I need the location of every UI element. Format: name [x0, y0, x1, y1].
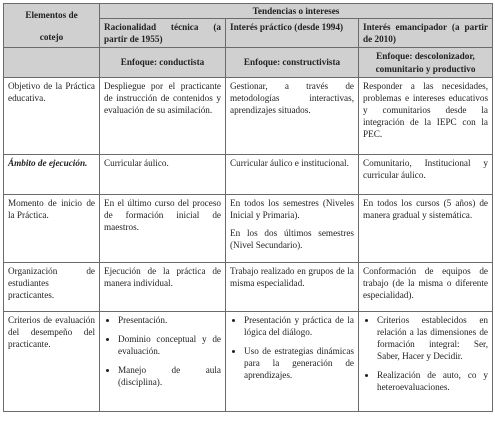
criteria-list	[104, 314, 221, 389]
table-row	[4, 262, 493, 311]
table-cell: Trabajo realizado en grupos de la misma especialidad.	[226, 262, 359, 311]
col3-enfoque: Enfoque: descolonizador, comunitario y productivo	[359, 48, 493, 77]
table-cell	[100, 311, 226, 411]
comparison-table	[3, 3, 493, 412]
criteria-list	[363, 314, 488, 394]
comparison-table-container	[0, 3, 495, 433]
group-title: Tendencias o intereses	[100, 4, 493, 19]
table-cell	[226, 194, 359, 262]
cell-paragraph: En los dos últimos semestres (Nivel Secundario).	[230, 227, 354, 251]
table-cell: Ejecución de la práctica de manera individual.	[100, 262, 226, 311]
table-cell: Despliegue por el practicante de instrucción de contenidos y evaluación de su asimilación.	[100, 77, 226, 154]
table-cell: En todos los cursos (5 años) de manera gradual y sistemática.	[359, 194, 493, 262]
list-item: • Dominio conceptual y de evaluación.	[118, 333, 221, 357]
col3-title: Interés emancipador (a partir de 2010)	[359, 19, 493, 48]
col1-enfoque: Enfoque: conductista	[100, 48, 226, 77]
table-cell: Curricular áulico e institucional.	[226, 154, 359, 194]
table-cell: En el último curso del proceso de formación inicial de maestros.	[100, 194, 226, 262]
table-cell: Conformación de equipos de trabajo (de la misma o diferente especialidad).	[359, 262, 493, 311]
row-label: Objetivo de la Práctica educativa.	[4, 77, 100, 154]
row-label: Ámbito de ejecución.	[4, 154, 100, 194]
row-label: Organización de estudiantes practicantes.	[4, 262, 100, 311]
enfoque-empty-cell	[4, 48, 100, 77]
list-item: • Uso de estrategias dinámicas para la generación de aprendizajes.	[244, 345, 354, 381]
list-item: • Manejo de aula (disciplina).	[118, 364, 221, 388]
list-item: • Presentación y práctica de la lógica del diálogo.	[244, 314, 354, 338]
col1-title: Racionalidad técnica (a partir de 1955)	[100, 19, 226, 48]
table-cell	[226, 311, 359, 411]
elements-label-line1: Elementos de	[25, 9, 78, 20]
list-item: • Realización de auto, co y heteroevaluaciones.	[377, 369, 488, 393]
table-row	[4, 311, 493, 411]
table-cell: Responder a las necesidades, problemas e intereses educativos y comunitarios desde la integración de la IEPC con la PEC.	[359, 77, 493, 154]
table-cell: Gestionar, a través de metodologías interactivas, aprendizajes situados.	[226, 77, 359, 154]
table-cell: Comunitario, Institucional y curricular áulico.	[359, 154, 493, 194]
list-item: • Criterios establecidos en relación a las dimensiones de formación integral: Ser, Saber, Hacer y Decidir.	[377, 314, 488, 363]
row-label: Momento de inicio de la Práctica.	[4, 194, 100, 262]
elements-label-line2: cotejo	[39, 31, 64, 42]
enfoque-row	[4, 48, 493, 77]
cell-paragraph: En todos los semestres (Niveles Inicial y Primaria).	[230, 197, 354, 220]
row-label: Criterios de evaluación del desempeño del practicante.	[4, 311, 100, 411]
table-cell: Curricular áulico.	[100, 154, 226, 194]
table-row	[4, 77, 493, 154]
list-item: • Presentación.	[118, 314, 221, 326]
col2-enfoque: Enfoque: constructivista	[226, 48, 359, 77]
header-row-1	[4, 4, 493, 19]
table-cell	[359, 311, 493, 411]
elements-header-cell	[4, 4, 100, 48]
table-row	[4, 194, 493, 262]
criteria-list	[230, 314, 354, 382]
table-row	[4, 154, 493, 194]
col2-title: Interés práctico (desde 1994)	[226, 19, 359, 48]
